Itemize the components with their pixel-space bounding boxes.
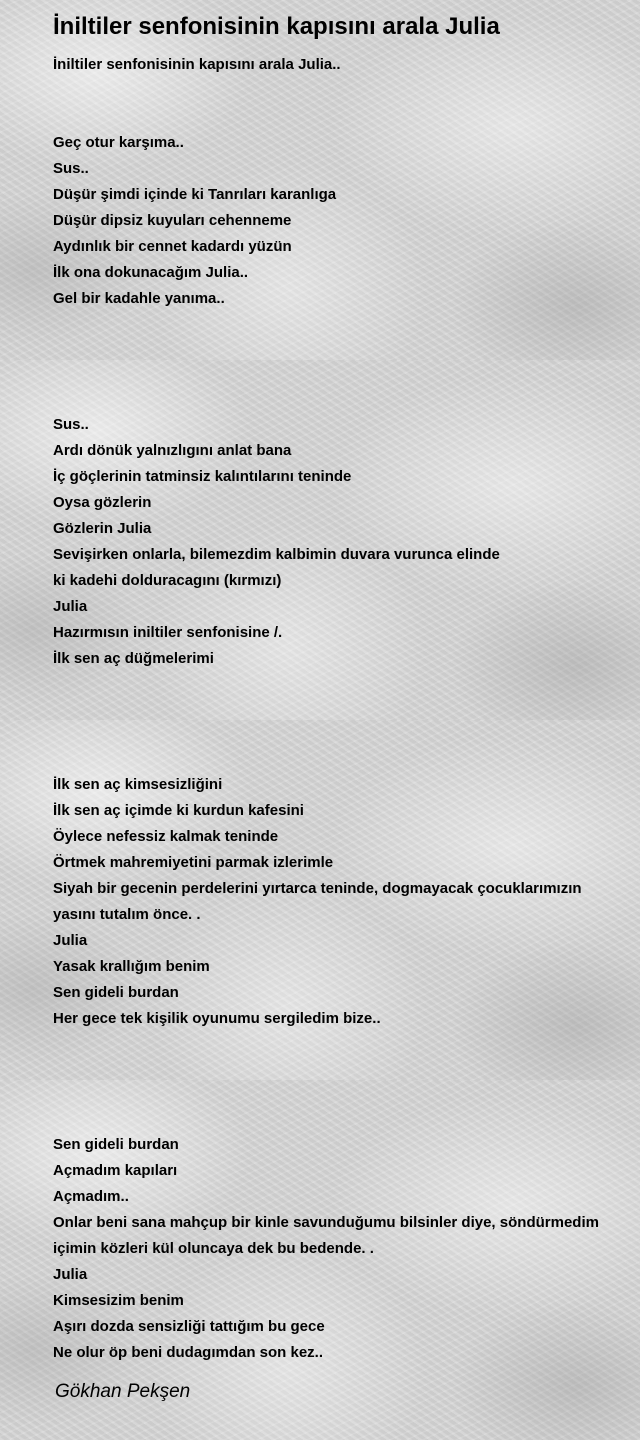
poem-line: İlk sen aç düğmelerimi xyxy=(53,650,214,667)
poem-line: Aşırı dozda sensizliği tattığım bu gece xyxy=(53,1318,325,1335)
poem-line: Düşür dipsiz kuyuları cehenneme xyxy=(53,212,292,229)
poem-line: Gel bir kadahle yanıma.. xyxy=(53,290,225,307)
poem-line: İlk sen aç içimde ki kurdun kafesini xyxy=(53,802,304,819)
poem-line: Her gece tek kişilik oyunumu sergiledim bize.. xyxy=(53,1010,381,1027)
poem-line: ki kadehi dolduracagını (kırmızı) xyxy=(53,572,282,589)
poem-line: Açmadım.. xyxy=(53,1188,129,1205)
poem-line: Sen gideli burdan xyxy=(53,984,179,1001)
poem-line: Hazırmısın iniltiler senfonisine /. xyxy=(53,624,283,641)
poem-line: Ne olur öp beni dudagımdan son kez.. xyxy=(53,1344,324,1361)
poem-line: Örtmek mahremiyetini parmak izlerimle xyxy=(53,854,334,871)
poem-line: Sen gideli burdan xyxy=(53,1136,179,1153)
author-signature: Gökhan Pekşen xyxy=(55,1381,191,1402)
poem-line: Geç otur karşıma.. xyxy=(53,134,184,151)
poem-subtitle: İniltiler senfonisinin kapısını arala Julia.. xyxy=(53,56,341,73)
poem-line: Ardı dönük yalnızlıgını anlat bana xyxy=(53,442,292,459)
poem-line: Aydınlık bir cennet kadardı yüzün xyxy=(53,238,292,255)
poem-line: Sus.. xyxy=(53,160,89,177)
poem-line: Sevişirken onlarla, bilemezdim kalbimin duvara vurunca elinde xyxy=(53,546,500,563)
poem-line: Julia xyxy=(53,598,88,615)
poem-line: Açmadım kapıları xyxy=(53,1162,178,1179)
poem-line: Düşür şimdi içinde ki Tanrıları karanlıga xyxy=(53,186,337,203)
poem-line: Onlar beni sana mahçup bir kinle savunduğumu bilsinler diye, söndürmedim xyxy=(53,1214,599,1231)
poem-line: yasını tutalım önce. . xyxy=(53,906,201,923)
poem-line: Öylece nefessiz kalmak teninde xyxy=(53,828,279,845)
poem-line: Julia xyxy=(53,1266,88,1283)
poem-line: Gözlerin Julia xyxy=(53,520,152,537)
poem-line: Yasak krallığım benim xyxy=(53,958,210,975)
poem-line: Kimsesizim benim xyxy=(53,1292,184,1309)
poem-line: Siyah bir gecenin perdelerini yırtarca teninde, dogmayacak çocuklarımızın xyxy=(53,880,582,897)
poem-line: içimin közleri kül oluncaya dek bu bedende. . xyxy=(53,1240,374,1257)
poem-line: Sus.. xyxy=(53,416,89,433)
poem-line: İlk sen aç kimsesizliğini xyxy=(53,776,223,793)
poem-title: İniltiler senfonisinin kapısını arala Julia xyxy=(53,13,500,40)
poem-line: Julia xyxy=(53,932,88,949)
poem-line: İç göçlerinin tatminsiz kalıntılarını teninde xyxy=(53,468,352,485)
poem-line: Oysa gözlerin xyxy=(53,494,152,511)
poem-line: İlk ona dokunacağım Julia.. xyxy=(53,264,249,281)
